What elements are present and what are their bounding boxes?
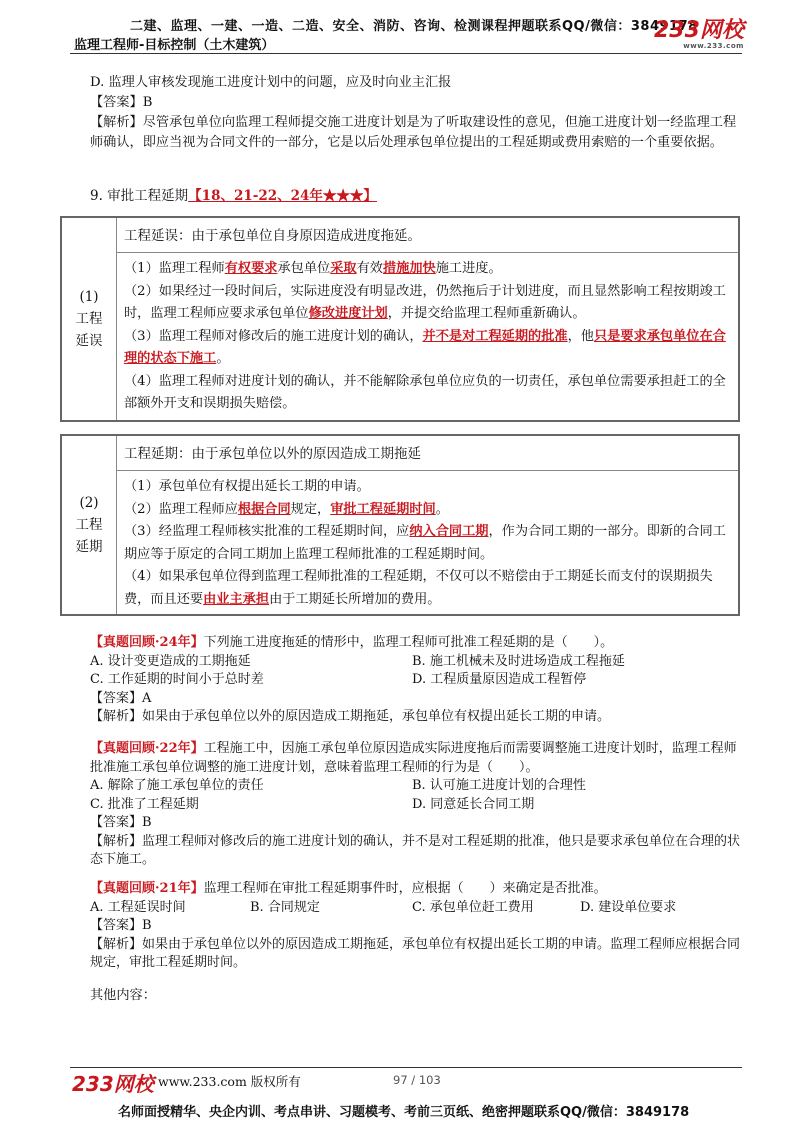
q24-analysis: 【解析】如果由于承包单位以外的原因造成工期拖延，承包单位有权提出延长工期的申请。 — [90, 709, 611, 724]
extension-side-l1: 工程 — [75, 517, 103, 533]
q21-answer: 【答案】B — [90, 918, 152, 933]
other-content-label: 其他内容： — [90, 988, 156, 1003]
extension-box-body — [116, 472, 738, 614]
q24-options — [90, 653, 740, 690]
delay-box-side — [62, 218, 117, 420]
q21-option-c: C. 承包单位赶工费用 — [412, 899, 534, 915]
q22-stem: 【真题回顾·22年】工程施工中，因施工承包单位原因造成实际进度拖后而需要调整施工进度计划时，监理工程师批准施工承包单位调整的施工进度计划，意味着监理工程师的行为是（ ）。 — [90, 741, 737, 775]
q21-analysis: 【解析】如果由于承包单位以外的原因造成工期拖延，承包单位有权提出延长工期的申请。监理工程师应根据合同规定，审批工程延期时间。 — [90, 936, 741, 970]
delay-box-head: 工程延误：由于承包单位自身原因造成进度拖延。 — [116, 218, 738, 253]
question-24 — [90, 634, 740, 727]
header-logo-url: www.233.com — [683, 42, 744, 50]
extension-item-2: （2）监理工程师应根据合同规定，审批工程延期时间。 — [124, 501, 449, 517]
delay-side-l2: 延误 — [75, 333, 103, 349]
q22-option-c: C. 批准了工程延期 — [90, 796, 199, 812]
q21-option-b: B. 合同规定 — [250, 899, 320, 915]
question-22 — [90, 740, 742, 870]
section-title-text: 9. 审批工程延期 — [90, 188, 189, 204]
delay-side-l1: 工程 — [75, 311, 103, 327]
footer-copyright: www.233.com 版权所有 — [158, 1074, 301, 1089]
delay-box — [60, 216, 740, 422]
footer-promo: 名师面授精华、央企内训、考点串讲、习题模考、考前三页纸、绝密押题联系QQ/微信：3849178 — [118, 1105, 690, 1120]
q22-options — [90, 777, 742, 814]
header-promo: 二建、监理、一建、一造、二造、安全、消防、咨询、检测课程押题联系QQ/微信：3849178 — [130, 19, 698, 34]
q22-option-a: A. 解除了施工承包单位的责任 — [90, 778, 264, 793]
delay-item-1: （1）监理工程师有权要求承包单位采取有效措施加快施工进度。 — [124, 261, 502, 276]
q21-options — [90, 899, 742, 918]
section-tag: 【18、21-22、24年★★★】 — [188, 188, 377, 204]
q24-option-b: B. 施工机械未及时进场造成工程拖延 — [412, 653, 625, 669]
extension-side-l2: 延期 — [75, 539, 103, 555]
q24-stem: 【真题回顾·24年】下列施工进度拖延的情形中，监理工程师可批准工程延期的是（ ）。 — [90, 635, 614, 650]
header-logo — [654, 20, 744, 50]
section-title — [90, 184, 377, 204]
extension-item-3: （3）经监理工程师核实批准的工程延期时间，应纳入合同工期，作为合同工期的一部分。即新的合同工期应等于原定的合同工期加上监理工程师批准的工程延期时间。 — [124, 524, 726, 562]
page-number: 97 / 103 — [393, 1073, 441, 1087]
extension-box — [60, 434, 740, 616]
q22-analysis: 【解析】监理工程师对修改后的施工进度计划的确认，并不是对工程延期的批准，他只是要求承包单位在合理的状态下施工。 — [90, 833, 741, 867]
header-logo-text: 233网校 — [654, 18, 744, 43]
q22-option-d: D. 同意延长合同工期 — [412, 796, 535, 812]
intro-answer: 【答案】B — [90, 95, 153, 110]
extension-item-1: （1）承包单位有权提出延长工期的申请。 — [124, 479, 370, 494]
header-divider — [70, 53, 742, 54]
q21-stem: 【真题回顾·21年】监理工程师在审批工程延期事件时，应根据（ ）来确定是否批准。 — [90, 881, 607, 896]
q24-option-c: C. 工作延期的时间小于总时差 — [90, 672, 264, 687]
q22-option-b: B. 认可施工进度计划的合理性 — [412, 778, 586, 793]
header-subject: 监理工程师-目标控制（土木建筑） — [74, 38, 275, 53]
extension-side-num: (2) — [79, 495, 99, 511]
q21-option-a: A. 工程延误时间 — [90, 899, 186, 915]
extension-box-side — [62, 436, 117, 614]
q21-option-d: D. 建设单位要求 — [580, 899, 677, 915]
q24-option-a: A. 设计变更造成的工期拖延 — [90, 653, 251, 669]
extension-box-head: 工程延期：由于承包单位以外的原因造成工期拖延 — [116, 436, 738, 471]
q22-answer: 【答案】B — [90, 815, 152, 830]
delay-box-body — [116, 254, 738, 420]
extension-item-4: （4）如果承包单位得到监理工程师批准的工程延期，不仅可以不赔偿由于工期延长而支付的误期损失费，而且还要由业主承担由于工期延长所增加的费用。 — [124, 569, 713, 607]
intro-analysis: 【解析】尽管承包单位向监理工程师提交施工进度计划是为了听取建设性的意见，但施工进度计划一经监理工程师确认，即应当视为合同文件的一部分，它是以后处理承包单位提出的工程延期或费用索赔的一个重要依据。 — [90, 115, 737, 150]
footer-divider — [70, 1067, 742, 1068]
intro-option-d: D. 监理人审核发现施工进度计划中的问题，应及时向业主汇报 — [90, 75, 452, 90]
delay-item-2: （2）如果经过一段时间后，实际进度没有明显改进，仍然拖后于计划进度，而且显然影响工程按期竣工时，监理工程师应要求承包单位修改进度计划，并提交给监理工程师重新确认。 — [124, 283, 726, 321]
footer-logo: 233网校 — [72, 1072, 154, 1096]
delay-item-3: （3）监理工程师对修改后的施工进度计划的确认，并不是对工程延期的批准，他只是要求承包单位在合理的状态下施工。 — [124, 328, 726, 366]
question-21 — [90, 880, 742, 973]
delay-item-4: （4）监理工程师对进度计划的确认，并不能解除承包单位应负的一切责任，承包单位需要承担赶工的全部额外开支和误期损失赔偿。 — [124, 373, 726, 411]
q24-answer: 【答案】A — [90, 690, 152, 706]
q24-option-d: D. 工程质量原因造成工程暂停 — [412, 672, 587, 687]
delay-side-num: (1) — [79, 289, 99, 305]
